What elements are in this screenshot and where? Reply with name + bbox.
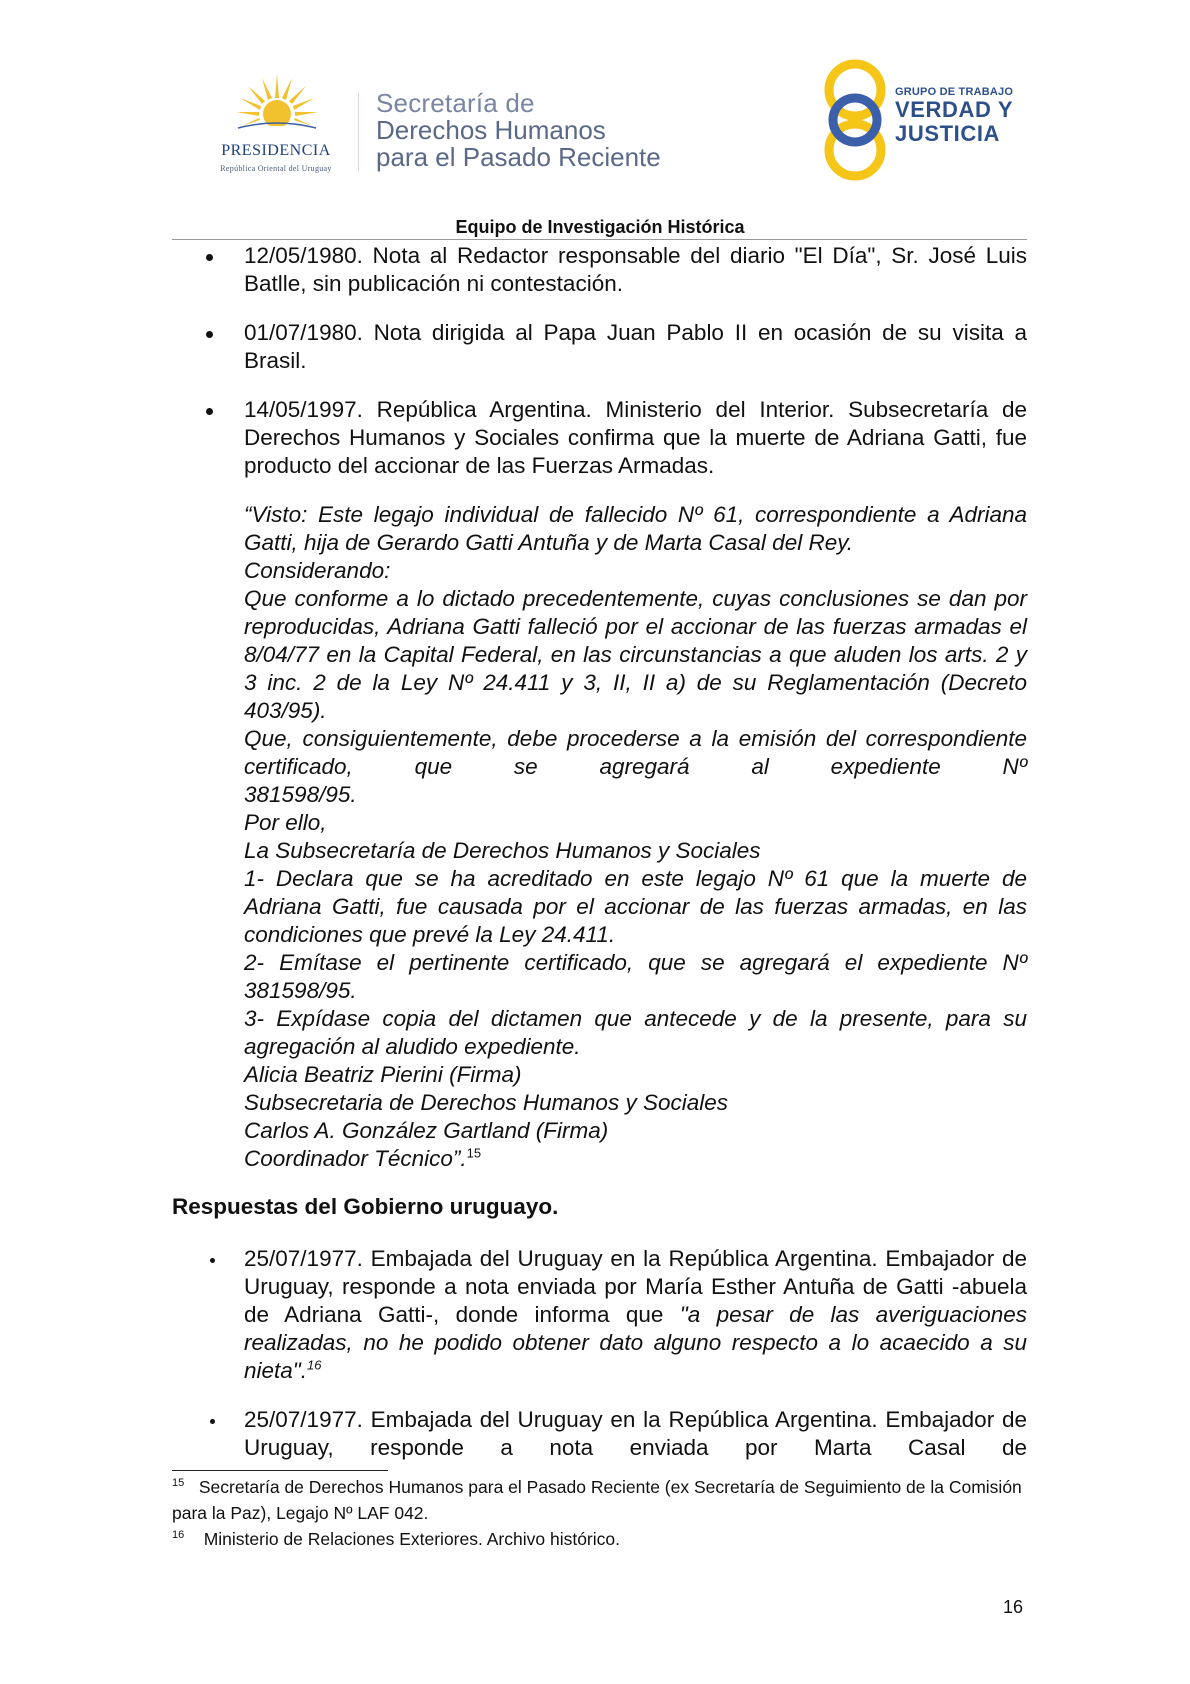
footnote-16 bbox=[172, 1526, 1027, 1552]
list-item bbox=[172, 1406, 1027, 1462]
list-item-text: 12/05/1980. Nota al Redactor responsable del diario "El Día", Sr. José Luis Batlle, sin publicación ni contestación. bbox=[244, 243, 1027, 296]
secretaria-logo-text bbox=[376, 90, 661, 171]
footnote-text: Ministerio de Relaciones Exteriores. Archivo histórico. bbox=[203, 1529, 620, 1549]
list-item-text: 25/07/1977. Embajada del Uruguay en la República Argentina. Embajador de Uruguay, responde a nota enviada por María Esther Antuña de Gatti -abuela de Adriana Gatti-, donde informa que bbox=[244, 1246, 1027, 1327]
quote-subsecretaria: La Subsecretaría de Derechos Humanos y Sociales bbox=[244, 838, 761, 863]
list-item bbox=[172, 1245, 1027, 1385]
header-rule bbox=[172, 239, 1027, 240]
quote-visto: “Visto: Este legajo individual de fallecido Nº 61, correspondiente a Adriana Gatti, hija de Gerardo Gatti Antuña y de Marta Casal del Rey. bbox=[244, 502, 1027, 555]
quote-que-conforme: Que conforme a lo dictado precedentemente, cuyas conclusiones se dan por reproducidas, Adriana Gatti falleció por el accionar de las fuerzas armadas el 8/04/77 en la Capital Federal, en las circunstancias a que aluden los arts. 2 y 3 inc. 2 de la Ley Nº 24.411 y 3, II, II a) de su Reglamentación (Decreto 403/95). bbox=[244, 586, 1027, 723]
vyj-line1: VERDAD Y bbox=[895, 97, 1014, 122]
team-title: Equipo de Investigación Histórica bbox=[455, 217, 745, 237]
logo-divider bbox=[358, 92, 359, 172]
vyj-wordmark bbox=[895, 86, 1013, 146]
list-item bbox=[172, 319, 1027, 375]
footnote-15 bbox=[172, 1474, 1027, 1526]
secretaria-line1: Secretaría de bbox=[376, 88, 535, 118]
rings-emblem-icon bbox=[820, 56, 890, 184]
quote-expidase: 3- Expídase copia del dictamen que antecede y de la presente, para su agregación al aludido expediente. bbox=[244, 1006, 1027, 1059]
resolution-quote bbox=[172, 501, 1027, 1173]
quote-signature-title-1: Subsecretaria de Derechos Humanos y Sociales bbox=[244, 1090, 728, 1115]
quote-que-consiguientemente: Que, consiguientemente, debe procederse a la emisión del correspondiente certificado, que se agregará al expediente Nº bbox=[244, 726, 1027, 779]
bullet-icon bbox=[210, 1258, 215, 1263]
bullet-icon bbox=[206, 254, 213, 261]
section-heading: Respuestas del Gobierno uruguayo. bbox=[172, 1194, 559, 1219]
presidencia-name: PRESIDENCIA bbox=[221, 142, 331, 159]
main-content bbox=[172, 242, 1027, 1483]
bullet-icon bbox=[206, 331, 213, 338]
quote-signature-title-2 bbox=[244, 1145, 1027, 1173]
verdad-justicia-logo bbox=[820, 56, 1040, 186]
list-item bbox=[172, 396, 1027, 480]
quote-emitase: 2- Emítase el pertinente certificado, que se agregará el expediente Nº bbox=[244, 950, 1027, 975]
secretaria-line3: para el Pasado Reciente bbox=[376, 142, 661, 172]
quote-signature-2: Carlos A. González Gartland (Firma) bbox=[244, 1118, 609, 1143]
bullet-icon bbox=[206, 408, 213, 415]
quote-expediente-number: 381598/95. bbox=[244, 782, 357, 807]
list-item-text: 14/05/1997. República Argentina. Ministerio del Interior. Subsecretaría de Derechos Humanos y Sociales confirma que la muerte de Adriana Gatti, fue producto del accionar de las Fuerzas Armadas. bbox=[244, 397, 1027, 478]
footnote-text: Secretaría de Derechos Humanos para el Pasado Reciente (ex Secretaría de Seguimiento de la Comisión para la Paz), Legajo Nº LAF 042. bbox=[172, 1477, 1022, 1523]
bullet-icon bbox=[210, 1419, 215, 1424]
footnote-number: 16 bbox=[172, 1529, 185, 1542]
quote-expediente-number-2: 381598/95. bbox=[244, 978, 357, 1003]
quote-signature-1: Alicia Beatriz Pierini (Firma) bbox=[244, 1062, 522, 1087]
footnote-number: 15 bbox=[172, 1477, 185, 1490]
sun-emblem-icon bbox=[232, 72, 322, 142]
page-number: 16 bbox=[1003, 1597, 1024, 1617]
list-item-text: 25/07/1977. Embajada del Uruguay en la República Argentina. Embajador de Uruguay, responde a nota enviada por Marta Casal de bbox=[244, 1407, 1027, 1460]
vyj-small-label: GRUPO DE TRABAJO bbox=[895, 86, 1014, 98]
secretaria-line2: Derechos Humanos bbox=[376, 115, 606, 145]
list-item bbox=[172, 242, 1027, 298]
vyj-line2: JUSTICIA bbox=[895, 121, 1001, 146]
quote-considerando: Considerando: bbox=[244, 558, 391, 583]
footnote-rule bbox=[172, 1470, 388, 1471]
footnotes bbox=[172, 1474, 1027, 1552]
quote-por-ello: Por ello, bbox=[244, 810, 327, 835]
presidencia-logo bbox=[196, 72, 356, 184]
list-item-text: 01/07/1980. Nota dirigida al Papa Juan Pablo II en ocasión de su visita a Brasil. bbox=[244, 320, 1027, 373]
quoted-reply: "a pesar de las averiguaciones realizadas, no he podido obtener dato alguno respecto a lo acaecido a su nieta". bbox=[244, 1302, 1027, 1383]
footnote-ref-15[interactable]: 15 bbox=[466, 1145, 482, 1161]
presidencia-subtitle: República Oriental del Uruguay bbox=[220, 164, 332, 173]
quote-closing: Coordinador Técnico”. bbox=[244, 1146, 467, 1171]
quote-declara: 1- Declara que se ha acreditado en este legajo Nº 61 que la muerte de Adriana Gatti, fue causada por el accionar de las fuerzas armadas, en las condiciones que prevé la Ley 24.411. bbox=[244, 866, 1027, 947]
footnote-ref-16[interactable]: 16 bbox=[307, 1357, 322, 1373]
